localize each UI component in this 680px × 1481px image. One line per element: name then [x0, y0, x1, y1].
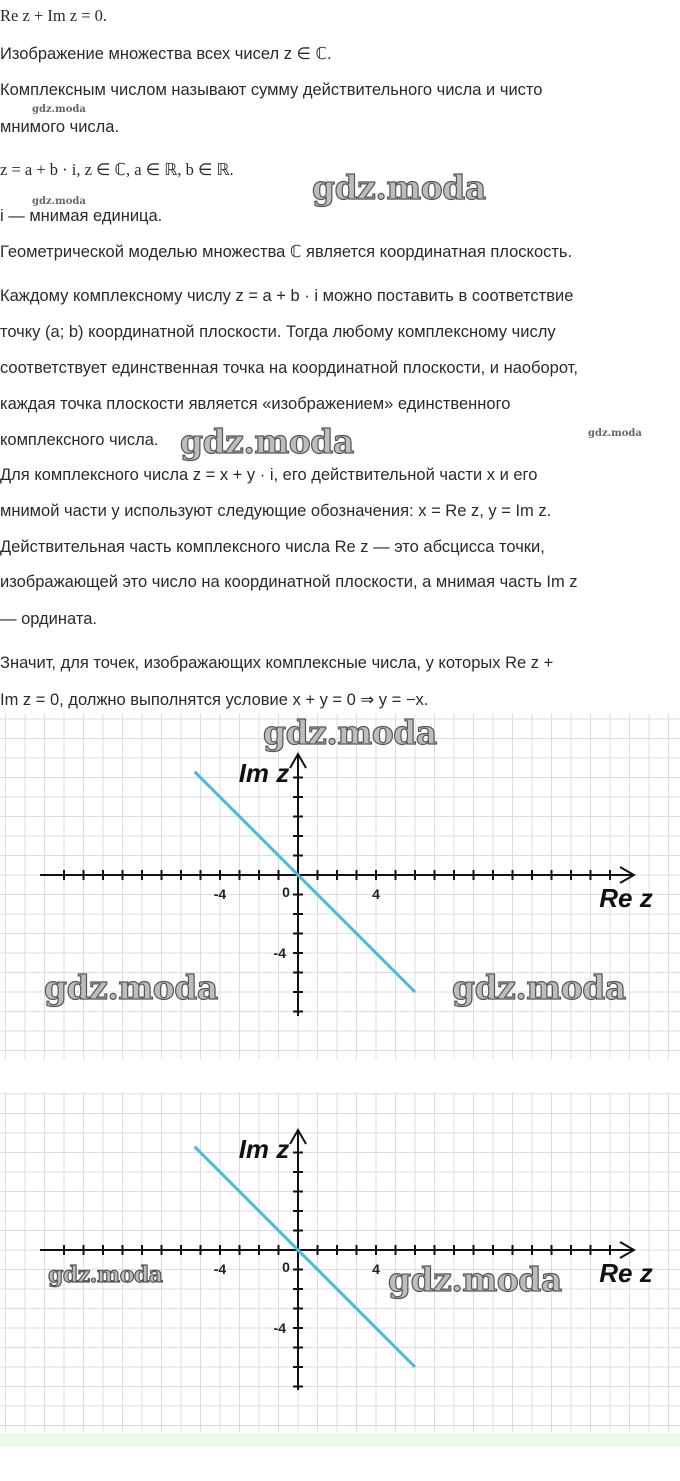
paragraph-line: Действительная часть комплексного числа Re z — это абсцисса точки, [0, 538, 545, 556]
watermark-logo: gdz.moda [588, 428, 642, 439]
paragraph-line: Геометрической моделью множества ℂ является координатная плоскость. [0, 243, 573, 261]
watermark-logo: gdz.moda [32, 104, 86, 115]
x-axis-label: Re z [599, 1258, 653, 1288]
watermark-logo: gdz.moda [312, 168, 486, 207]
x-axis-label: Re z [599, 883, 653, 913]
watermark-logo: gdz.moda [180, 422, 354, 461]
watermark-logo: gdz.moda [48, 1262, 163, 1288]
paragraph-line: точку (a; b) координатной плоскости. Тогда любому комплексному числу [0, 323, 556, 341]
paragraph-line: каждая точка плоскости является «изображением» единственного [0, 395, 511, 413]
watermark-logo: gdz.moda [263, 713, 437, 752]
watermark-logo: gdz.moda [452, 968, 626, 1007]
paragraph-line: комплексного числа. [0, 431, 159, 449]
paragraph-line: Каждому комплексному числу z = a + b · i можно поставить в соответствие [0, 287, 574, 305]
paragraph-line: соответствует единственная точка на координатной плоскости, и наоборот, [0, 359, 578, 377]
watermark-logo: gdz.moda [32, 196, 86, 207]
tick-label: -4 [213, 886, 227, 902]
bottom-strip [0, 1433, 680, 1447]
function-line [195, 772, 415, 992]
tick-label: 4 [372, 886, 380, 902]
paragraph-line: — ордината. [0, 610, 97, 628]
tick-label: -4 [273, 945, 286, 961]
tick-label: -4 [273, 1320, 286, 1336]
paragraph-line: мнимого числа. [0, 118, 120, 136]
watermark-logo: gdz.moda [44, 968, 218, 1007]
paragraph-line: Для комплексного числа z = x + y · i, его действительной части x и его [0, 466, 538, 484]
origin-label: 0 [282, 884, 290, 900]
paragraph-line: мнимой части y используют следующие обозначения: x = Re z, y = Im z. [0, 502, 552, 520]
paragraph-line: Изображение множества всех чисел z ∈ ℂ. [0, 45, 332, 63]
paragraph-line: изображающей это число на координатной плоскости, а мнимая часть Im z [0, 573, 578, 591]
header-equation: Re z + Im z = 0. [0, 6, 108, 25]
function-line [195, 1147, 415, 1367]
y-axis-label: Im z [238, 1134, 290, 1164]
tick-label: -4 [213, 1261, 227, 1277]
coordinate-graph [0, 714, 680, 1059]
tick-label: 4 [372, 1261, 380, 1277]
origin-label: 0 [282, 1259, 290, 1275]
y-axis-label: Im z [238, 758, 290, 788]
watermark-logo: gdz.moda [388, 1260, 562, 1299]
paragraph-line: Комплексным числом называют сумму действительного числа и чисто [0, 81, 543, 99]
paragraph-line: i — мнимая единица. [0, 207, 163, 225]
paragraph-line: Im z = 0, должно выполнятся условие x + y = 0 ⇒ y = −x. [0, 691, 429, 709]
paragraph-line: Значит, для точек, изображающих комплексные числа, у которых Re z + [0, 654, 554, 672]
formula-line: z = a + b · i, z ∈ ℂ, a ∈ ℝ, b ∈ ℝ. [0, 160, 234, 179]
